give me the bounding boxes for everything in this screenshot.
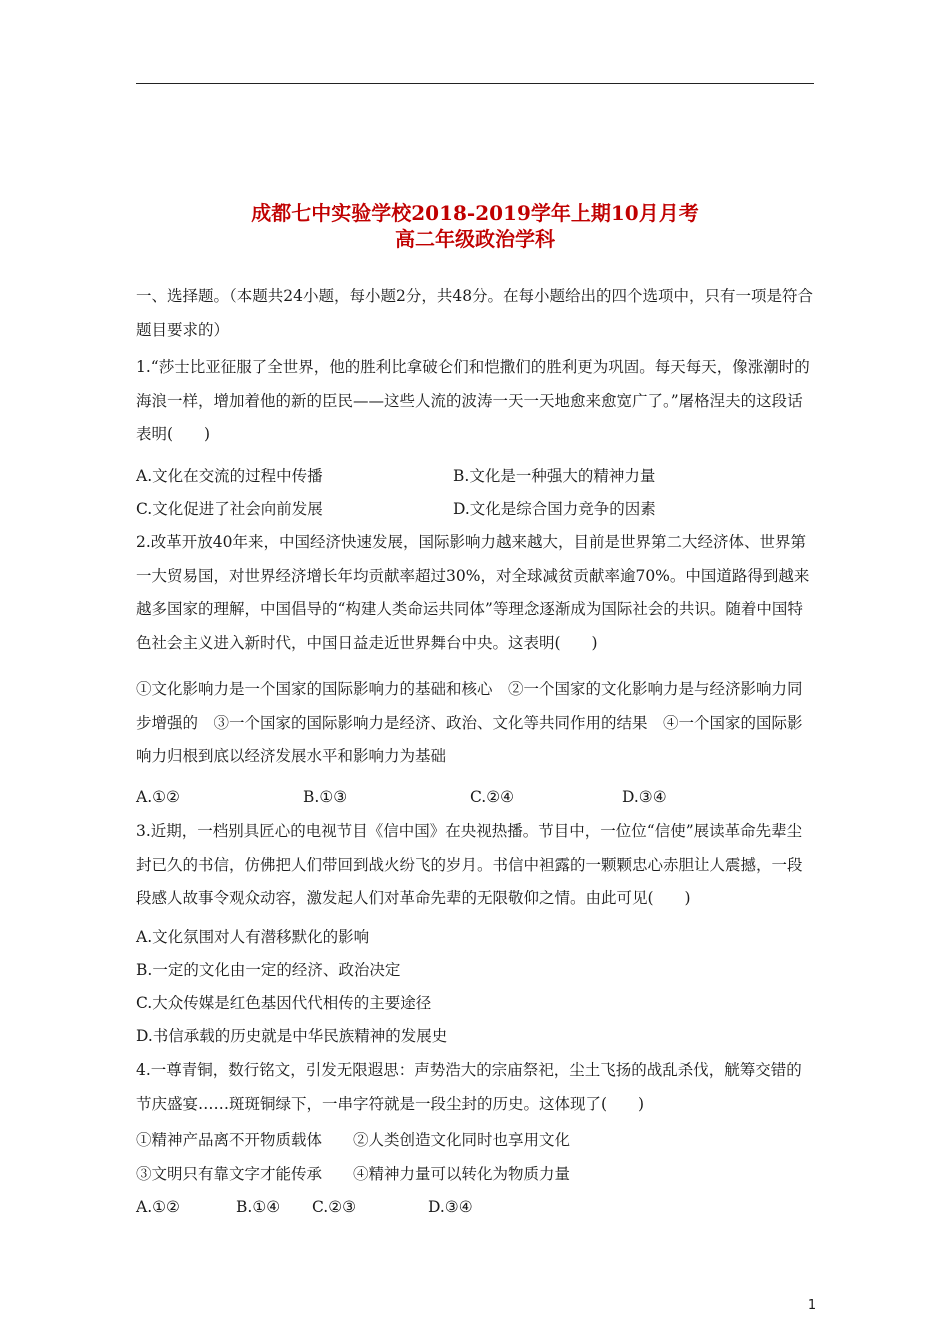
question-2-stem: 2.改革开放40年来，中国经济快速发展，国际影响力越来越大，目前是世界第二大经济体、世界第一大贸易国，对世界经济增长年均贡献率超过30%，对全球减贫贡献率逾70%。中国道路得到越来越多国家的理解，中国倡导的“构建人类命运共同体”等理念逐渐成为国际社会的共识。随着中国特色社会主义进入新时代，中国日益走近世界舞台中央。这表明( ) <box>136 533 810 652</box>
exam-title: 成都七中实验学校2018-2019学年上期10月月考 <box>251 201 699 225</box>
question-4-option-c: C.②③ <box>312 1198 357 1216</box>
question-1-option-c: C.文化促进了社会向前发展 <box>136 500 323 518</box>
section-intro: 一、选择题。（本题共24小题，每小题2分，共48分。在每小题给出的四个选项中，只有一项是符合题目要求的） <box>136 287 814 339</box>
question-1-stem: 1.“莎士比亚征服了全世界，他的胜利比拿破仑们和恺撒们的胜利更为巩固。每天每天，像涨潮时的海浪一样，增加着他的新的臣民——这些人流的波涛一天一天地愈来愈宽广了。”屠格涅夫的这段话表明( ) <box>136 358 810 443</box>
question-1-option-a: A.文化在交流的过程中传播 <box>136 467 323 485</box>
question-2-option-b: B.①③ <box>303 788 348 806</box>
question-4-stem: 4.一尊青铜，数行铭文，引发无限遐思：声势浩大的宗庙祭祀，尘土飞扬的战乱杀伐，觥筹交错的节庆盛宴……斑斑铜绿下，一串字符就是一段尘封的历史。这体现了( ) <box>136 1061 802 1113</box>
question-2-option-a: A.①② <box>136 788 180 806</box>
header-rule <box>136 83 814 84</box>
question-2-option-d: D.③④ <box>622 788 667 806</box>
question-1-option-b: B.文化是一种强大的精神力量 <box>453 467 656 485</box>
question-4-statements-line-2-text: ③文明只有靠文字才能传承 ④精神力量可以转化为物质力量 <box>136 1165 571 1183</box>
page-number: 1 <box>807 1298 817 1313</box>
question-3-option-c-text: C.大众传媒是红色基因代代相传的主要途径 <box>136 994 432 1012</box>
question-1-option-d: D.文化是综合国力竞争的因素 <box>453 500 656 518</box>
question-3-stem: 3.近期，一档别具匠心的电视节目《信中国》在央视热播。节目中，一位位“信使”展读革命先辈尘封已久的书信，仿佛把人们带回到战火纷飞的岁月。书信中袒露的一颗颗忠心赤胆让人震撼，一段段感人故事令观众动容，激发起人们对革命先辈的无限敬仰之情。由此可见( ) <box>136 822 803 907</box>
question-2-statements: ①文化影响力是一个国家的国际影响力的基础和核心 ②一个国家的文化影响力是与经济影响力同步增强的 ③一个国家的国际影响力是经济、政治、文化等共同作用的结果 ④一个国家的国际影响力归根到底以经济发展水平和影响力为基础 <box>136 680 803 765</box>
exam-subtitle: 高二年级政治学科 <box>395 227 555 251</box>
question-4-option-d: D.③④ <box>428 1198 473 1216</box>
question-4-option-a: A.①② <box>136 1198 180 1216</box>
question-2-option-c: C.②④ <box>470 788 515 806</box>
question-3-option-d-text: D.书信承载的历史就是中华民族精神的发展史 <box>136 1027 448 1045</box>
question-3-option-b-text: B.一定的文化由一定的经济、政治决定 <box>136 961 401 979</box>
question-4-option-b: B.①④ <box>236 1198 281 1216</box>
question-3-option-a-text: A.文化氛围对人有潜移默化的影响 <box>136 928 370 946</box>
question-4-statements-line-1-text: ①精神产品离不开物质载体 ②人类创造文化同时也享用文化 <box>136 1131 571 1149</box>
